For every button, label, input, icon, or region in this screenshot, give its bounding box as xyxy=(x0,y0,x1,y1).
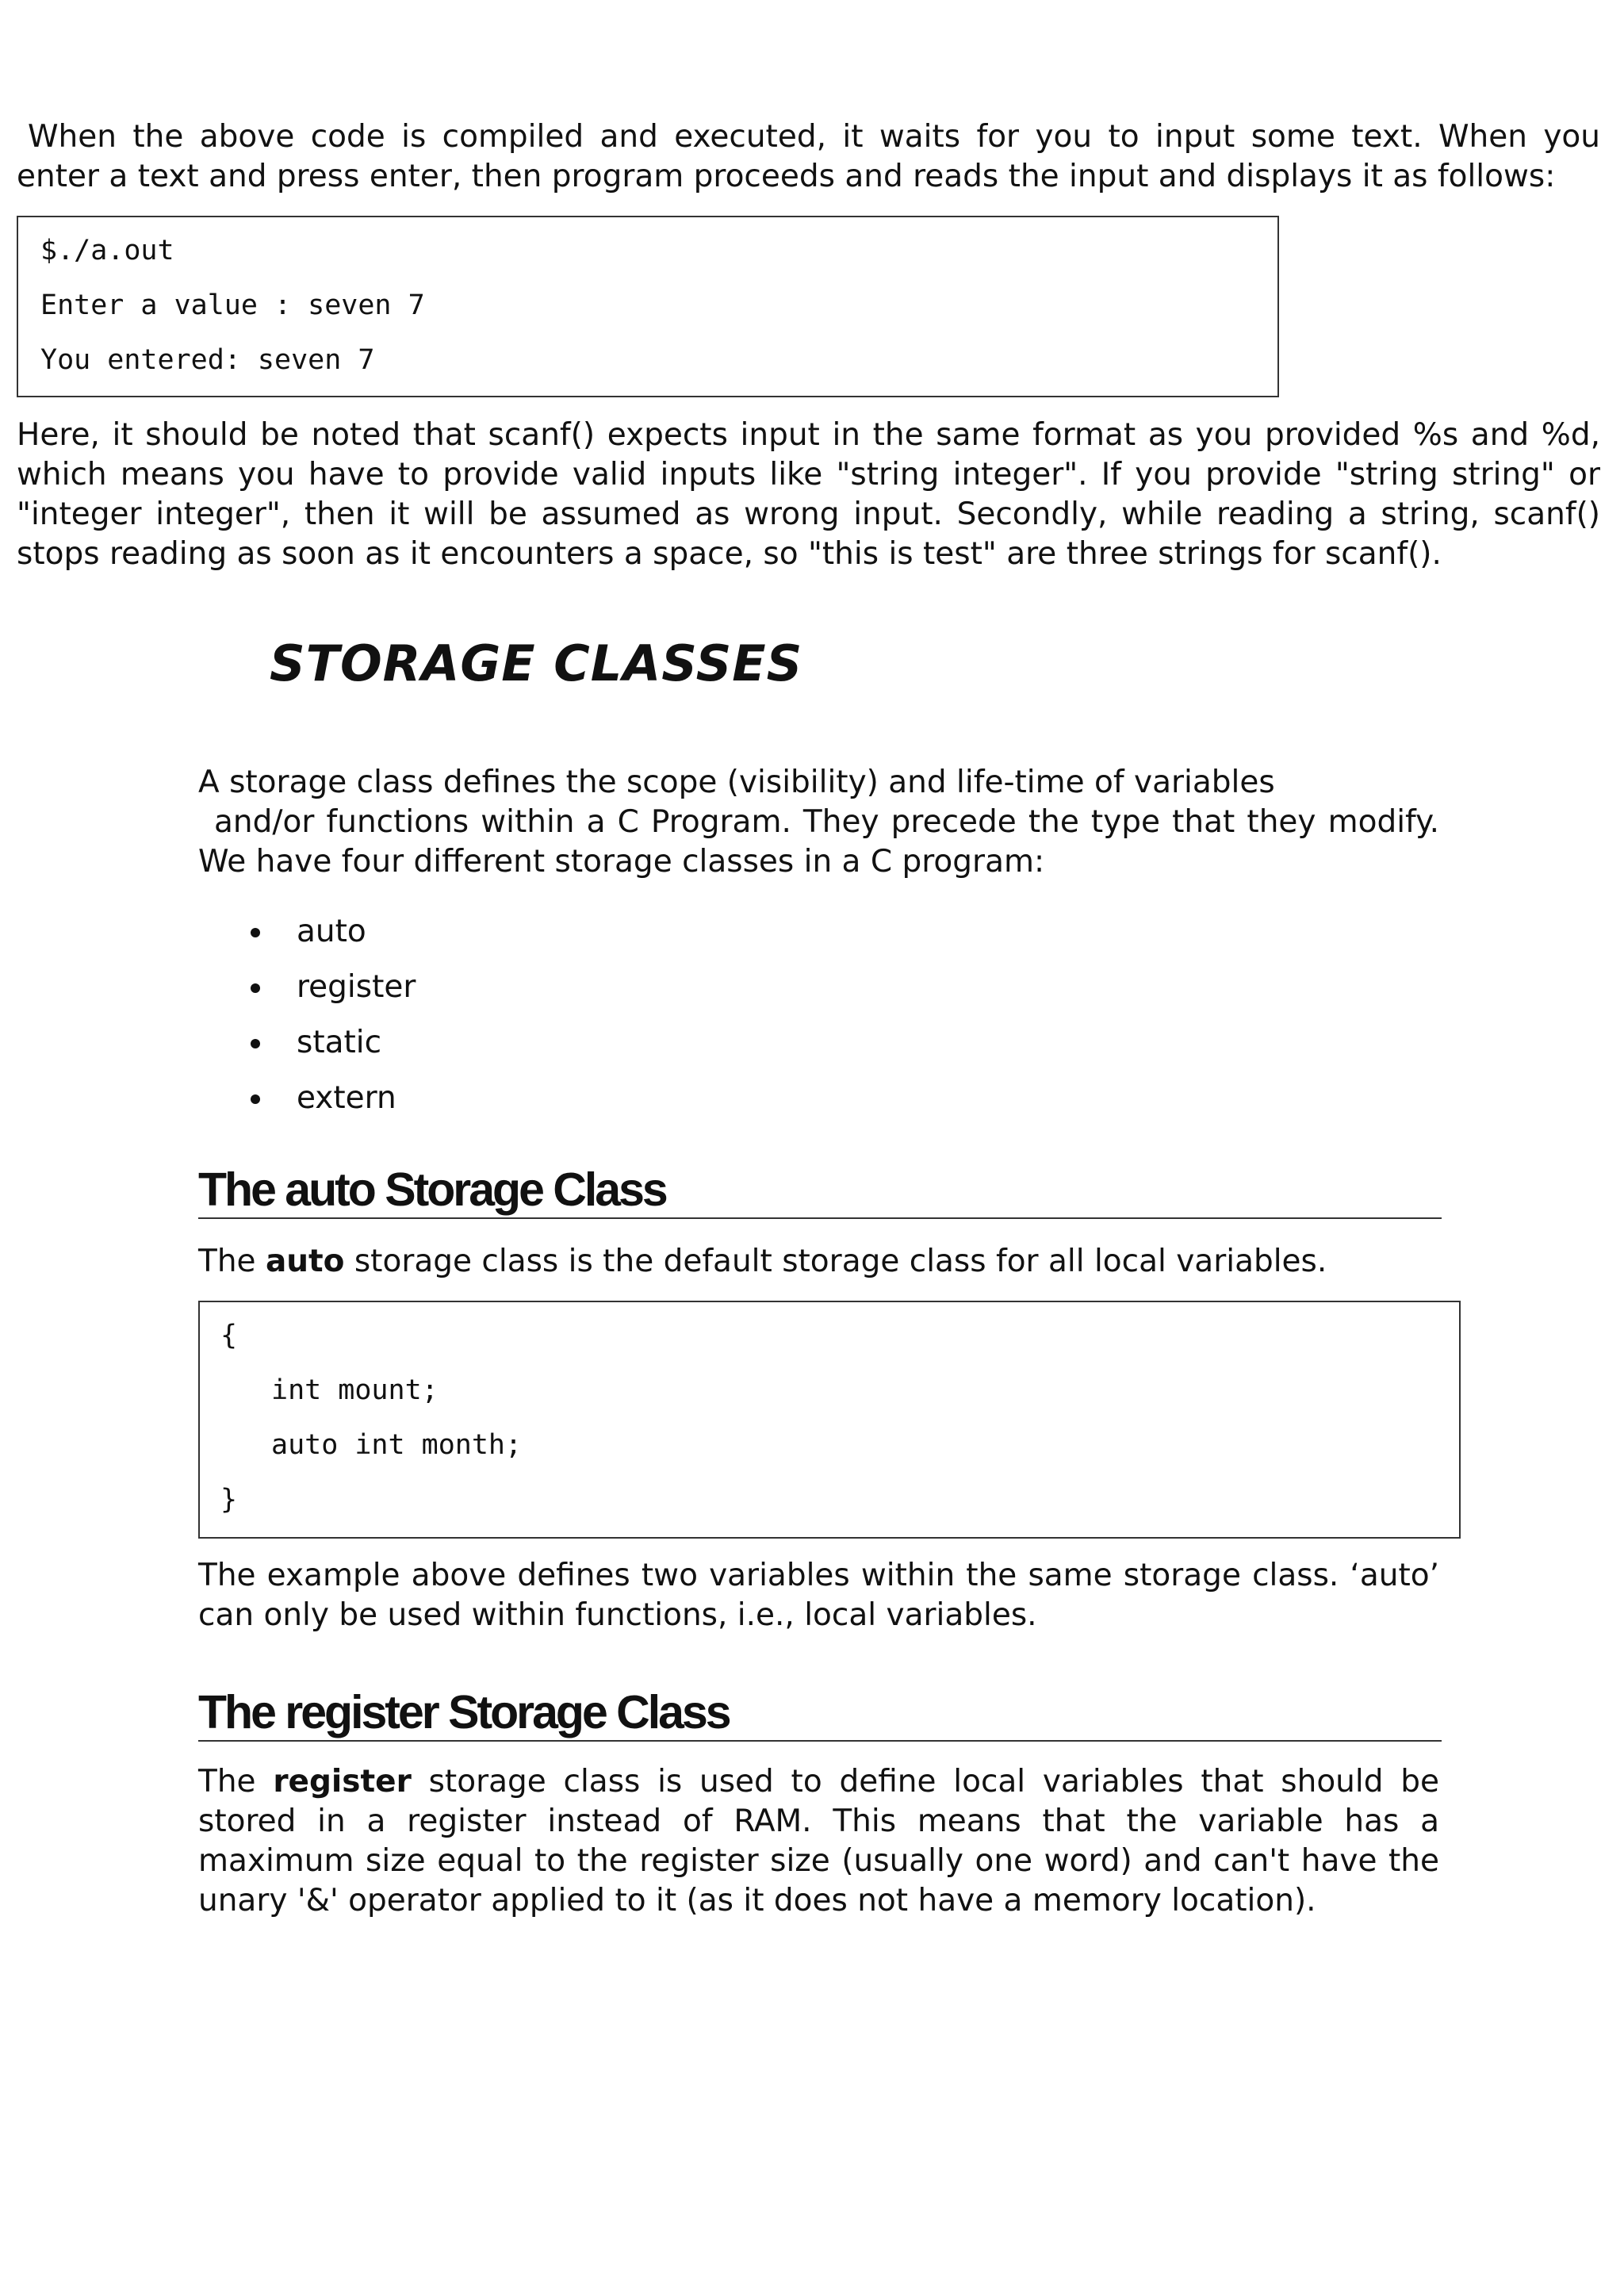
auto-example-paragraph: The example above defines two variables within the same storage class. ‘auto’ can only be used within functions, i.e., local variables. xyxy=(198,1558,1439,1633)
storage-class-list xyxy=(246,904,416,1126)
intro-line-2: enter a text and press enter, then program proceeds and reads the input and displays it as follows: xyxy=(17,159,1556,194)
code-line-3: auto int month; xyxy=(271,1429,523,1461)
scanf-paragraph: Here, it should be noted that scanf() expects input in the same format as you provided %s and %d, which means you have to provide valid inputs like "string integer". If you provide "string string" or "integer integer", then it will be assumed as wrong input. Secondly, while reading a string, scanf() stops reading as soon as it encounters a space, so "this is test" are three strings for scanf(). xyxy=(17,417,1600,572)
storage-intro-line-1: A storage class defines the scope (visibility) and life-time of variables xyxy=(198,765,1275,800)
list-item-label: static xyxy=(297,1025,382,1060)
register-section-heading: The register Storage Class xyxy=(198,1686,1442,1742)
output-line-3: You entered: seven 7 xyxy=(40,344,375,376)
bullet-icon xyxy=(251,1039,260,1048)
list-item-label: auto xyxy=(297,914,366,949)
register-keyword: register xyxy=(273,1764,412,1800)
list-item-label: register xyxy=(297,969,416,1005)
auto-text-after: storage class is the default storage class for all local variables. xyxy=(344,1244,1327,1279)
intro-paragraph xyxy=(17,117,1600,197)
output-line-2: Enter a value : seven 7 xyxy=(40,289,425,321)
auto-section-heading: The auto Storage Class xyxy=(198,1163,1442,1219)
code-line-1: { xyxy=(220,1320,238,1351)
storage-intro-paragraph xyxy=(198,763,1439,882)
storage-intro-line-3: We have four different storage classes in a C program: xyxy=(198,844,1045,880)
list-item xyxy=(246,904,416,960)
code-line-4: } xyxy=(220,1484,238,1516)
bullet-icon xyxy=(251,928,260,937)
code-line-2: int mount; xyxy=(271,1374,439,1406)
bullet-icon xyxy=(251,983,260,993)
bullet-icon xyxy=(251,1094,260,1104)
storage-intro-line-2: and/or functions within a C Program. They precede the type that they modify. xyxy=(214,804,1439,840)
auto-keyword: auto xyxy=(265,1244,345,1279)
intro-line-1: When the above code is compiled and executed, it waits for you to input some text. When you xyxy=(28,119,1600,155)
program-output-box xyxy=(17,216,1279,397)
storage-classes-title: STORAGE CLASSES xyxy=(270,634,803,692)
auto-description xyxy=(198,1242,1467,1282)
register-text-before: The xyxy=(198,1764,274,1800)
list-item xyxy=(246,1071,416,1126)
auto-code-box xyxy=(198,1301,1461,1539)
list-item-label: extern xyxy=(297,1080,396,1116)
register-text-after: storage class is used to define local variables that should be stored in a register instead of RAM. This means that the variable has a maximum size equal to the register size (usually one word) and can't have the unary '&' operator applied to it (as it does not have a memory location). xyxy=(198,1764,1440,1918)
list-item xyxy=(246,1015,416,1071)
list-item xyxy=(246,960,416,1015)
output-line-1: $./a.out xyxy=(40,235,174,266)
register-description xyxy=(198,1762,1439,1921)
auto-text-before: The xyxy=(198,1244,266,1279)
